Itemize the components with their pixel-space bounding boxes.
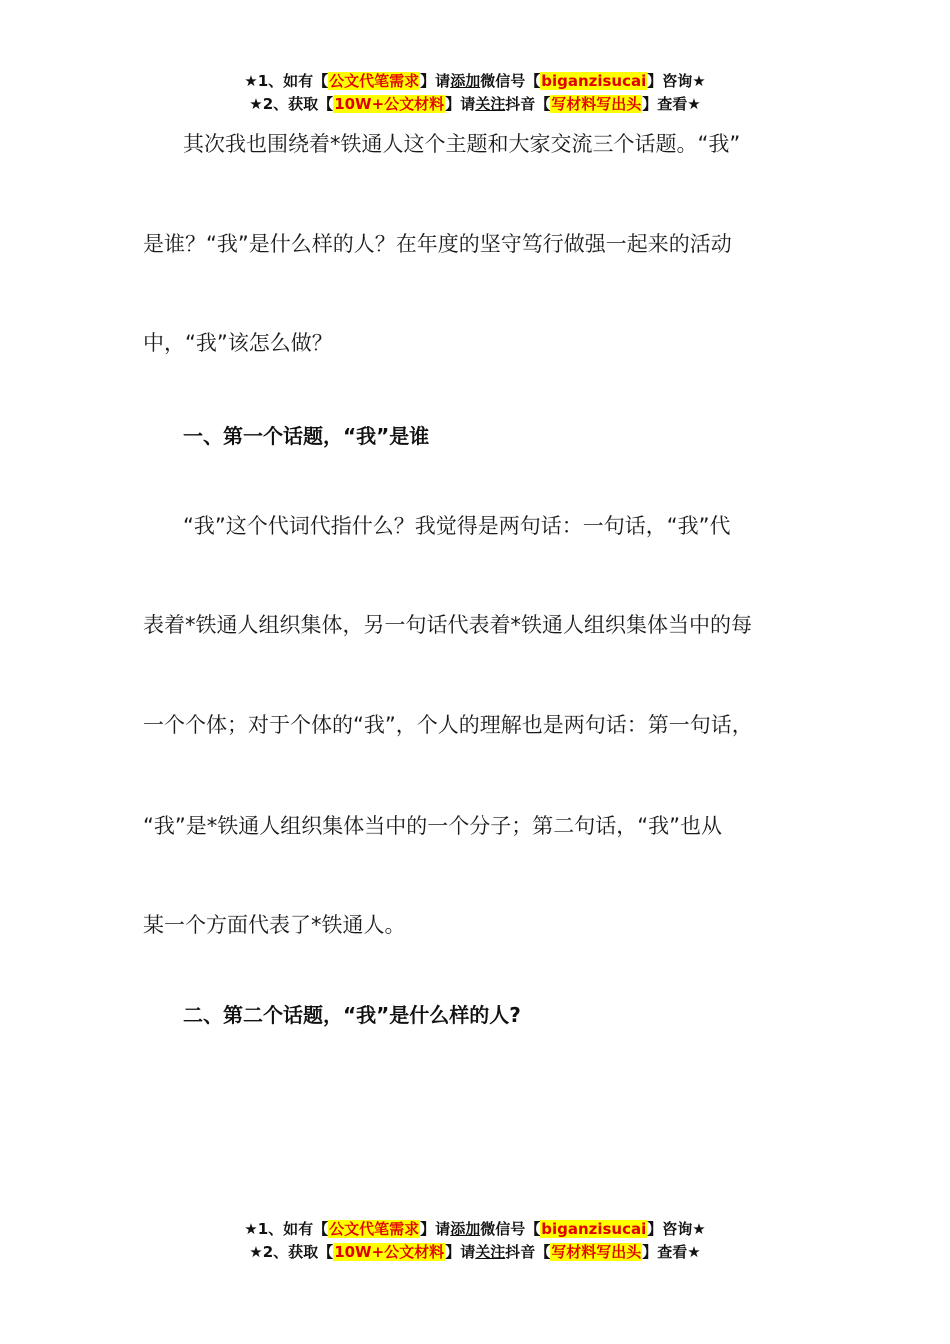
header-line-2 — [0, 93, 950, 116]
footer-highlight: 公文代笔需求 — [329, 1220, 420, 1238]
footer-banner — [0, 1218, 950, 1264]
footer-text: 】请 — [420, 1220, 451, 1238]
header-text: 抖音【 — [505, 95, 551, 113]
footer-text: 】查看★ — [642, 1243, 701, 1261]
footer-text: 抖音【 — [505, 1243, 551, 1261]
footer-text: ★1、如有【 — [244, 1220, 329, 1238]
paragraph-1-line-3: 中，“我”该怎么做？ — [143, 331, 333, 355]
paragraph-2-line-1: “我”这个代词代指什么？我觉得是两句话：一句话，“我”代 — [183, 514, 731, 538]
douyin-highlight: 写材料写出头 — [551, 1243, 642, 1261]
header-underline: 关注 — [475, 95, 506, 113]
section-heading-1: 一、第一个话题，“我”是谁 — [183, 424, 430, 448]
footer-line-2 — [0, 1241, 950, 1264]
footer-underline: 关注 — [475, 1243, 506, 1261]
footer-text: ★2、获取【 — [249, 1243, 334, 1261]
footer-text: 】请 — [445, 1243, 476, 1261]
paragraph-2-line-2: 表着*铁通人组织集体，另一句话代表着*铁通人组织集体当中的每 — [143, 613, 752, 637]
header-text: 】请 — [420, 72, 451, 90]
header-text: 微信号【 — [480, 72, 541, 90]
footer-line-1 — [0, 1218, 950, 1241]
wechat-id-highlight: biganzisucai — [541, 1220, 647, 1238]
header-text: 】请 — [445, 95, 476, 113]
paragraph-2-line-3: 一个个体；对于个体的“我”，个人的理解也是两句话：第一句话， — [143, 713, 753, 737]
footer-highlight: 10W+公文材料 — [334, 1243, 445, 1261]
header-highlight: 10W+公文材料 — [334, 95, 445, 113]
header-text: ★1、如有【 — [244, 72, 329, 90]
paragraph-1-line-2: 是谁？“我”是什么样的人？在年度的坚守笃行做强一起来的活动 — [143, 232, 732, 256]
paragraph-2-line-5: 某一个方面代表了*铁通人。 — [143, 913, 406, 937]
footer-underline: 添加 — [450, 1220, 481, 1238]
header-line-1 — [0, 70, 950, 93]
header-text: 】咨询★ — [647, 72, 706, 90]
douyin-highlight: 写材料写出头 — [551, 95, 642, 113]
paragraph-2-line-4: “我”是*铁通人组织集体当中的一个分子；第二句话，“我”也从 — [143, 814, 723, 838]
header-text: ★2、获取【 — [249, 95, 334, 113]
wechat-id-highlight: biganzisucai — [541, 72, 647, 90]
footer-text: 】咨询★ — [647, 1220, 706, 1238]
header-underline: 添加 — [450, 72, 481, 90]
header-banner — [0, 70, 950, 116]
footer-text: 微信号【 — [480, 1220, 541, 1238]
paragraph-1-line-1: 其次我也围绕着*铁通人这个主题和大家交流三个话题。“我” — [183, 132, 741, 156]
section-heading-2: 二、第二个话题，“我”是什么样的人? — [183, 1003, 521, 1027]
header-highlight: 公文代笔需求 — [329, 72, 420, 90]
header-text: 】查看★ — [642, 95, 701, 113]
